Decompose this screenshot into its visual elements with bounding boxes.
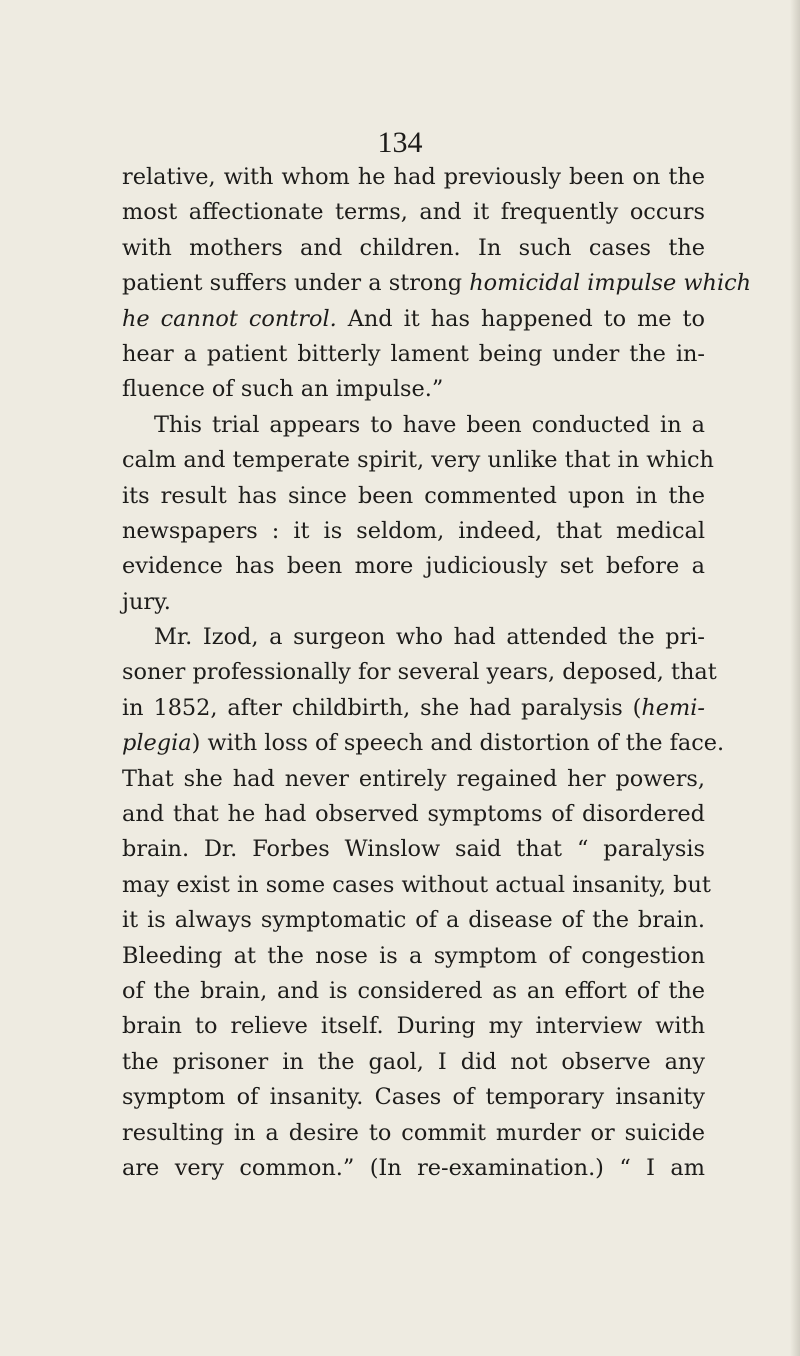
text-line xyxy=(122,939,705,974)
text-line xyxy=(122,832,705,867)
text-line xyxy=(122,266,752,301)
text-line xyxy=(122,974,705,1009)
text-line xyxy=(122,1080,705,1115)
text-line xyxy=(122,443,714,478)
text-line xyxy=(122,549,705,584)
text-line xyxy=(122,797,705,832)
text-run: fluence of such an impulse.” xyxy=(122,376,444,403)
text-run: calm and temperate spirit, very unlike that in which xyxy=(122,447,714,474)
italic-text: plegia xyxy=(122,730,192,757)
text-line xyxy=(122,903,705,938)
text-run: it is always symptomatic of a disease of the brain. xyxy=(122,907,705,934)
text-run: Bleeding at the nose is a symptom of congestion xyxy=(122,942,705,969)
italic-text: he cannot control. xyxy=(122,305,337,332)
text-run: the prisoner in the gaol, I did not observe any xyxy=(122,1048,705,1075)
text-run: newspapers : it is seldom, indeed, that medical xyxy=(122,517,705,544)
text-line xyxy=(122,1151,705,1186)
text-line xyxy=(122,868,711,903)
text-run: jury. xyxy=(122,588,171,615)
body-text xyxy=(122,160,752,1186)
text-run: its result has since been commented upon in the xyxy=(122,482,705,509)
text-line xyxy=(122,372,705,407)
text-run: brain to relieve itself. During my interview with xyxy=(122,1013,705,1040)
text-line xyxy=(122,514,705,549)
text-line xyxy=(122,1116,705,1151)
text-line xyxy=(122,160,705,195)
text-line xyxy=(122,1045,705,1080)
text-run: evidence has been more judiciously set before a xyxy=(122,553,705,580)
text-run: And it has happened to me to xyxy=(336,305,706,332)
text-run: ) with loss of speech and distortion of the face. xyxy=(191,730,725,757)
text-run: with mothers and children. In such cases the xyxy=(122,234,705,261)
text-run: symptom of insanity. Cases of temporary insanity xyxy=(122,1084,705,1111)
text-run: most affectionate terms, and it frequently occurs xyxy=(122,199,705,226)
text-run: and that he had observed symptoms of disordered xyxy=(122,801,705,828)
page-edge-shadow xyxy=(790,0,800,1356)
text-run: of the brain, and is considered as an effort of the xyxy=(122,977,705,1004)
text-run: are very common.” (In re-examination.) “ I am xyxy=(122,1154,705,1181)
text-line xyxy=(122,337,705,372)
text-line xyxy=(122,762,705,797)
text-run: That she had never entirely regained her powers, xyxy=(122,765,705,792)
text-run: relative, with whom he had previously been on the xyxy=(122,164,705,190)
page-number: 134 xyxy=(377,126,423,159)
italic-text: homicidal impulse which xyxy=(469,270,752,297)
text-run: in 1852, after childbirth, she had paralysis ( xyxy=(122,694,642,721)
text-line xyxy=(122,691,705,726)
text-run: hear a patient bitterly lament being under the in- xyxy=(122,340,705,367)
text-line xyxy=(122,585,705,620)
text-run: may exist in some cases without actual insanity, but xyxy=(122,871,711,898)
text-run: resulting in a desire to commit murder or suicide xyxy=(122,1119,705,1146)
text-line xyxy=(122,302,705,337)
text-line xyxy=(122,231,705,266)
text-run: Mr. Izod, a surgeon who had attended the pri- xyxy=(154,624,705,651)
text-run: This trial appears to have been conducted in a xyxy=(154,411,705,438)
text-line xyxy=(122,726,725,761)
text-run: soner professionally for several years, deposed, that xyxy=(122,659,717,686)
text-line xyxy=(122,620,705,655)
text-line xyxy=(122,479,705,514)
text-line xyxy=(122,195,705,230)
text-line xyxy=(122,408,705,443)
text-run: brain. Dr. Forbes Winslow said that “ paralysis xyxy=(122,836,705,863)
italic-text: hemi- xyxy=(641,694,705,721)
text-line xyxy=(122,1009,705,1044)
text-run: patient suffers under a strong xyxy=(122,270,470,297)
text-line xyxy=(122,655,717,690)
